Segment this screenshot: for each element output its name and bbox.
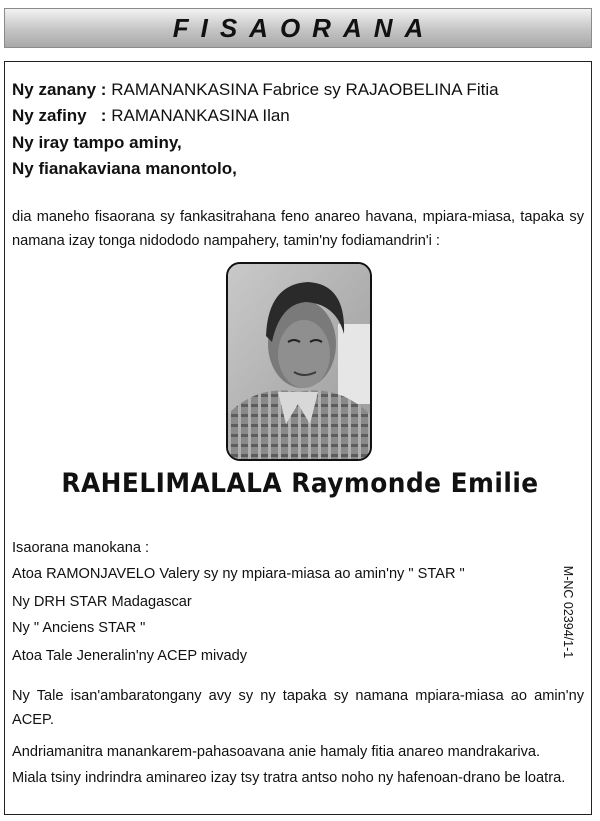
family-label: Ny zanany : (12, 80, 107, 99)
family-line-children (12, 80, 499, 100)
portrait-image (228, 264, 370, 459)
reference-code: M-NC 02394/1-1 (561, 565, 575, 659)
special-thanks-item: Atoa RAMONJAVELO Valery sy ny mpiara-miasa ao amin'ny " STAR " (12, 566, 465, 582)
special-thanks-heading: Isaorana manokana : (12, 540, 150, 556)
closing-line: Andriamanitra manankarem-pahasoavana anie hamaly fitia anareo mandrakariva. (12, 744, 541, 760)
header-title: FISAORANA (172, 12, 436, 43)
family-line-relatives: Ny fianakaviana manontolo, (12, 159, 237, 178)
family-value: RAMANANKASINA Ilan (111, 106, 290, 125)
header-banner (4, 8, 592, 48)
intro-paragraph: dia maneho fisaorana sy fankasitrahana feno anareo havana, mpiara-miasa, tapaka sy namana izay tonga nidododo nampahery, tamin'ny fodiamandrin'i : (12, 209, 584, 249)
family-value: RAMANANKASINA Fabrice sy RAJAOBELINA Fitia (111, 80, 499, 99)
portrait-photo (226, 262, 372, 461)
family-line-siblings: Ny iray tampo aminy, (12, 133, 182, 152)
closing-line: Miala tsiny indrindra aminareo izay tsy tratra antso noho ny hafenoan-drano be loatra. (12, 770, 566, 786)
family-label: Ny zafiny : (12, 106, 107, 125)
special-thanks-item: Atoa Tale Jeneralin'ny ACEP mivady (12, 648, 248, 664)
special-thanks-item: Ny " Anciens STAR " (12, 620, 146, 636)
family-line-grandchildren (12, 106, 290, 126)
acep-thanks-paragraph: Ny Tale isan'ambaratongany avy sy ny tapaka sy namana mpiara-miasa ao amin'ny ACEP. (12, 688, 584, 728)
deceased-name: RAHELIMALALA Raymonde Emilie (61, 468, 539, 499)
special-thanks-item: Ny DRH STAR Madagascar (12, 594, 192, 610)
